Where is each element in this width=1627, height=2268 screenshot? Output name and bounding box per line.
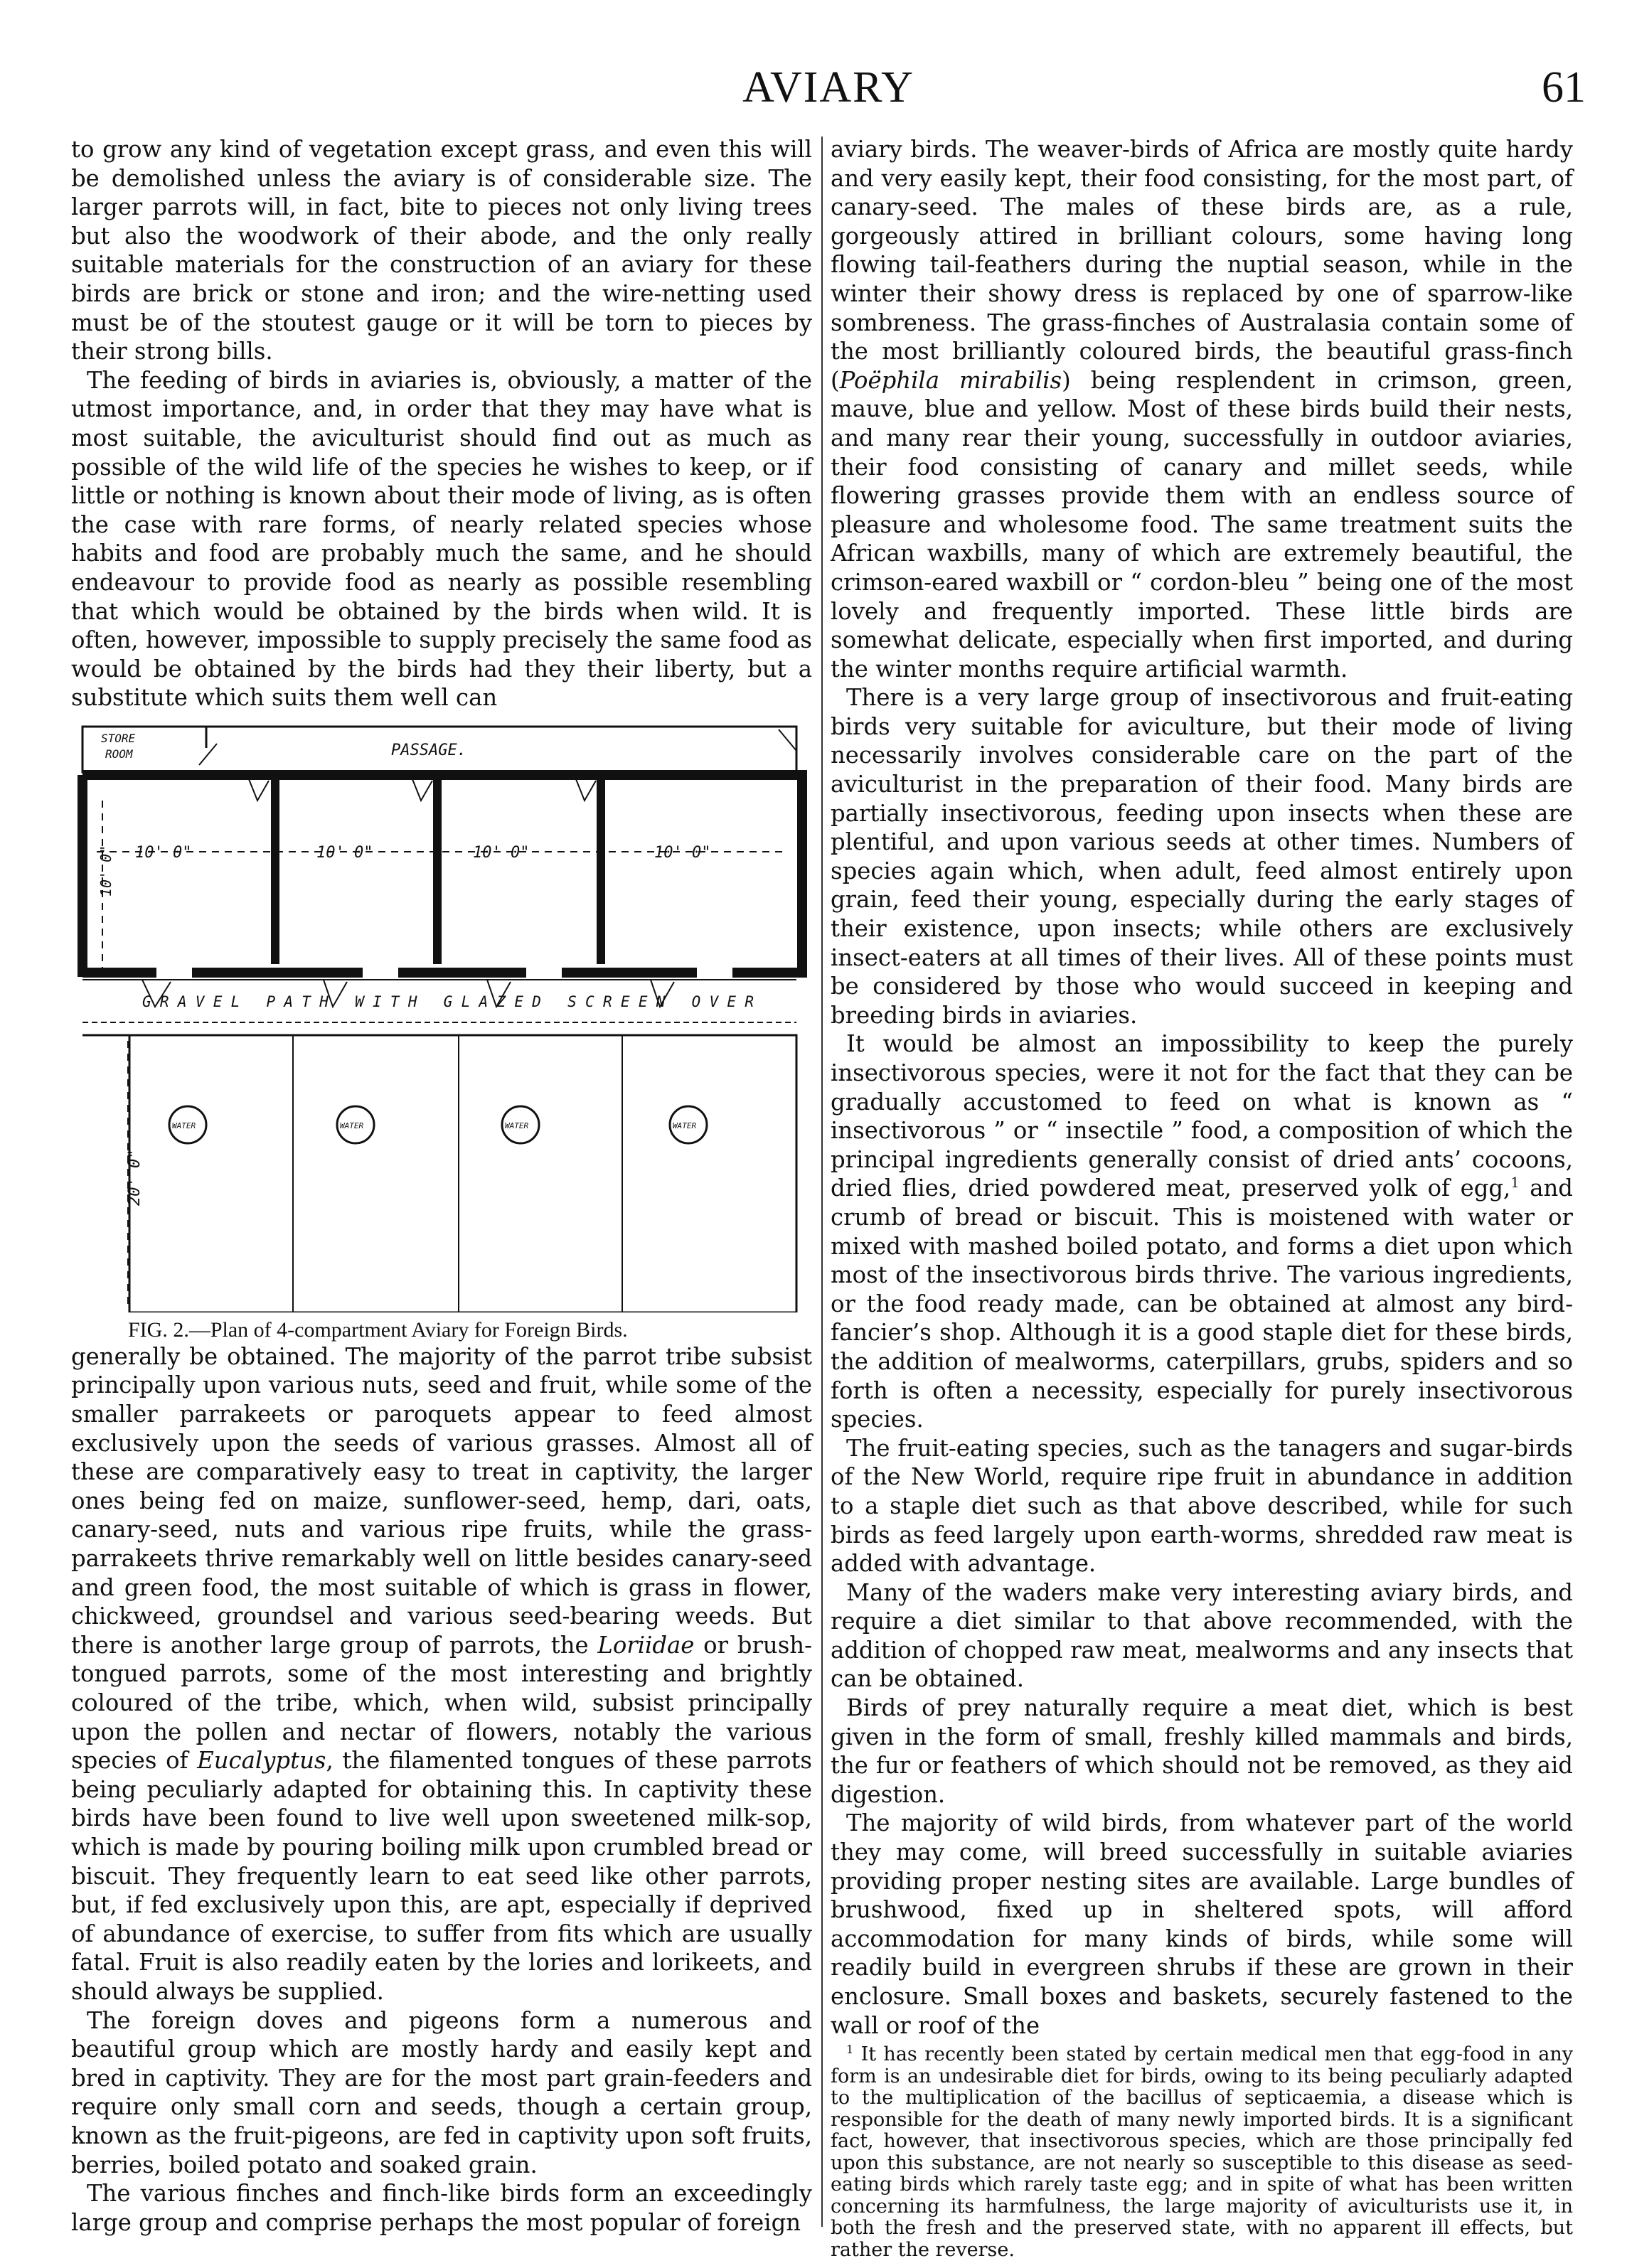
store-room-label: STORE (101, 731, 136, 745)
paragraph: The fruit-eating species, such as the tanagers and sugar-birds of the New World, require ripe fruit in abundance in addition to a staple diet such as that above described, while for such birds as feed largely upon earth-worms, shredded raw meat is added with advantage. (831, 1434, 1573, 1578)
paragraph: to grow any kind of vegetation except grass, and even this will be demolished unless the aviary is of considerable size. The larger parrots will, in fact, bite to pieces not only living trees but also the woodwork of their abode, and the only really suitable materials for the construction of an aviary for these birds are brick or stone and iron; and the wire-netting used must be of the stoutest gauge or it will be torn to pieces by their strong bills. (71, 136, 812, 365)
running-title: AVIARY (742, 63, 914, 112)
left-column (71, 135, 812, 2237)
water-label: WATER (673, 1120, 697, 1130)
dimension-label: 10' 0" (316, 843, 373, 862)
paragraph: Many of the waders make very interesting aviary birds, and require a diet similar to that above recommended, with the addition of chopped raw meat, mealworms and any insects that can be obtained. (831, 1578, 1573, 1693)
footnote: $^1$ It has recently been stated by certain medical men that egg-food in any form is an undesirable diet for birds, owing to its being peculiarly adapted to the multiplication of the bacillus of septicaemia, a disease which is responsible for the death of many newly imported birds. It is a significant fact, however, that insectivorous species, which are those principally fed upon this substance, are not nearly so susceptible to this disease as seed-eating birds which rarely taste egg; and in spite of what has been written concerning its harmfulness, the large majority of aviculturists use it, in both the fresh and the preserved state, with no apparent ill effects, but rather the reverse. (831, 2043, 1573, 2261)
store-room-label: ROOM (105, 747, 133, 761)
water-label: WATER (505, 1120, 529, 1130)
column-divider (821, 137, 823, 2227)
page-header (71, 63, 1586, 119)
paragraph: generally be obtained. The majority of the parrot tribe subsist principally upon various nuts, seed and fruit, while some of the smaller parrakeets or paroquets appear to feed almost exclusively upon the seeds of various grasses. Almost all of these are comparatively easy to treat in captivity, the larger ones being fed on maize, sunflower-seed, hemp, dari, oats, canary-seed, nuts and various ripe fruits, while the grass-parrakeets thrive remarkably well on little besides canary-seed and green food, the most suitable of which is grass in flower, chickweed, groundsel and various seed-bearing weeds. But there is another large group of parrots, the Loriidae or brush-tongued parrots, some of the most interesting and brightly coloured of the tribe, which, when wild, subsist principally upon the pollen and nectar of flowers, notably the various species of Eucalyptus, the filamented tongues of these parrots being peculiarly adapted for obtaining this. In captivity these birds have been found to live well upon sweetened milk-sop, which is made by pouring boiling milk upon crumbled bread or biscuit. They frequently learn to eat seed like other parrots, but, if fed exclusively upon this, are apt, especially if deprived of abundance of exercise, to suffer from fits which are usually fatal. Fruit is also readily eaten by the lories and lorikeets, and should always be supplied. (71, 1342, 813, 2005)
outdoor-flights (129, 1035, 796, 1312)
dimension-label: 10' 0" (473, 843, 530, 862)
gravel-path-label: GRAVEL PATH WITH GLAZED SCREEN OVER (142, 993, 754, 1010)
paragraph: There is a very large group of insectivorous and fruit-eating birds very suitable for aviculture, but their mode of living necessarily involves considerable care on the part of the aviculturist in the preparation of their food. Many birds are partially insectivorous, feeding upon insects when these are plentiful, and upon various seeds at other times. Numbers of species again which, when adult, feed almost entirely upon grain, feed their young, especially during the early stages of their existence, upon insects; while others are exclusively insect-eaters at all times of their lives. All of these points must be considered by those who would succeed in keeping and breeding birds in aviaries. (831, 684, 1573, 1029)
figure-caption: FIG. 2.—Plan of 4-compartment Aviary for Foreign Birds. (128, 1317, 628, 1342)
paragraph: It would be almost an impossibility to keep the purely insectivorous species, were it not for the fact that they can be gradually accustomed to feed on what is known as “ insectivorous ” or “ insectile ” food, a composition of which the principal ingredients generally consist of dried ants’ cocoons, dried flies, dried powdered meat, preserved yolk of egg,$^1$ and crumb of bread or biscuit. This is moistened with water or mixed with mashed boiled potato, and forms a diet upon which most of the insectivorous birds thrive. The various ingredients, or the food ready made, can be obtained at almost any bird-fancier’s shop. Although it is a good staple diet for these birds, the addition of mealworms, caterpillars, grubs, spiders and so forth is often a necessity, especially for purely insectivorous species. (831, 1030, 1573, 1433)
paragraph: The majority of wild birds, from whatever part of the world they may come, will breed successfully in suitable aviaries providing proper nesting sites are available. Large bundles of brushwood, fixed up in sheltered spots, will afford accommodation for many kinds of birds, while some will readily build in evergreen shrubs if these are grown in their enclosure. Small boxes and baskets, securely fastened to the wall or roof of the (831, 1809, 1573, 2039)
dimension-label: 20' 0" (126, 1149, 144, 1206)
aviary-plan-figure (71, 722, 812, 1342)
water-label: WATER (340, 1120, 364, 1130)
paragraph: Birds of prey naturally require a meat diet, which is best given in the form of small, freshly killed mammals and birds, the fur or feathers of which should not be removed, as they aid digestion. (831, 1694, 1573, 1808)
paragraph: aviary birds. The weaver-birds of Africa are mostly quite hardy and very easily kept, their food consisting, for the most part, of canary-seed. The males of these birds are, as a rule, gorgeously attired in brilliant colours, some having long flowing tail-feathers during the nuptial season, while in the winter their showy dress is replaced by one of sparrow-like sombreness. The grass-finches of Australasia contain some of the most brilliantly coloured birds, the beautiful grass-finch (Poëphila mirabilis) being resplendent in crimson, green, mauve, blue and yellow. Most of these birds build their nests, and many rear their young, successfully in outdoor aviaries, their food consisting of canary and millet seeds, while flowering grasses provide them with an endless source of pleasure and wholesome food. The same treatment suits the African waxbills, many of which are extremely beautiful, the crimson-eared waxbill or “ cordon-bleu ” being one of the most lovely and frequently imported. These little birds are somewhat delicate, especially when first imported, and during the winter months require artificial warmth. (831, 136, 1573, 683)
dimension-label: 10' 0" (97, 845, 114, 897)
right-column (831, 135, 1573, 2261)
paragraph: The foreign doves and pigeons form a numerous and beautiful group which are mostly hardy and easily kept and bred in captivity. They are for the most part grain-feeders and require only small corn and seeds, though a certain group, known as the fruit-pigeons, are fed in captivity upon soft fruits, berries, boiled potato and soaked grain. (71, 2006, 812, 2178)
dimension-label: 10' 0" (135, 843, 192, 862)
paragraph: The various finches and finch-like birds form an exceedingly large group and comprise perhaps the most popular of foreign (71, 2180, 812, 2236)
page-number: 61 (1542, 63, 1586, 112)
passage-label: PASSAGE. (391, 741, 466, 759)
water-label: WATER (172, 1120, 196, 1130)
aviary-plan-drawing (71, 722, 812, 1312)
paragraph: The feeding of birds in aviaries is, obviously, a matter of the utmost importance, and, in order that they may have what is most suitable, the aviculturist should find out as much as possible of the wild life of the species he wishes to keep, or if little or nothing is known about their mode of living, as is often the case with rare forms, of nearly related species whose habits and food are probably much the same, and he should endeavour to provide food as nearly as possible resembling that which would be obtained by the birds when wild. It is often, however, impossible to supply precisely the same food as would be obtained by the birds had they their liberty, but a substitute which suits them well can (71, 366, 812, 712)
dimension-label: 10' 0" (654, 843, 711, 862)
